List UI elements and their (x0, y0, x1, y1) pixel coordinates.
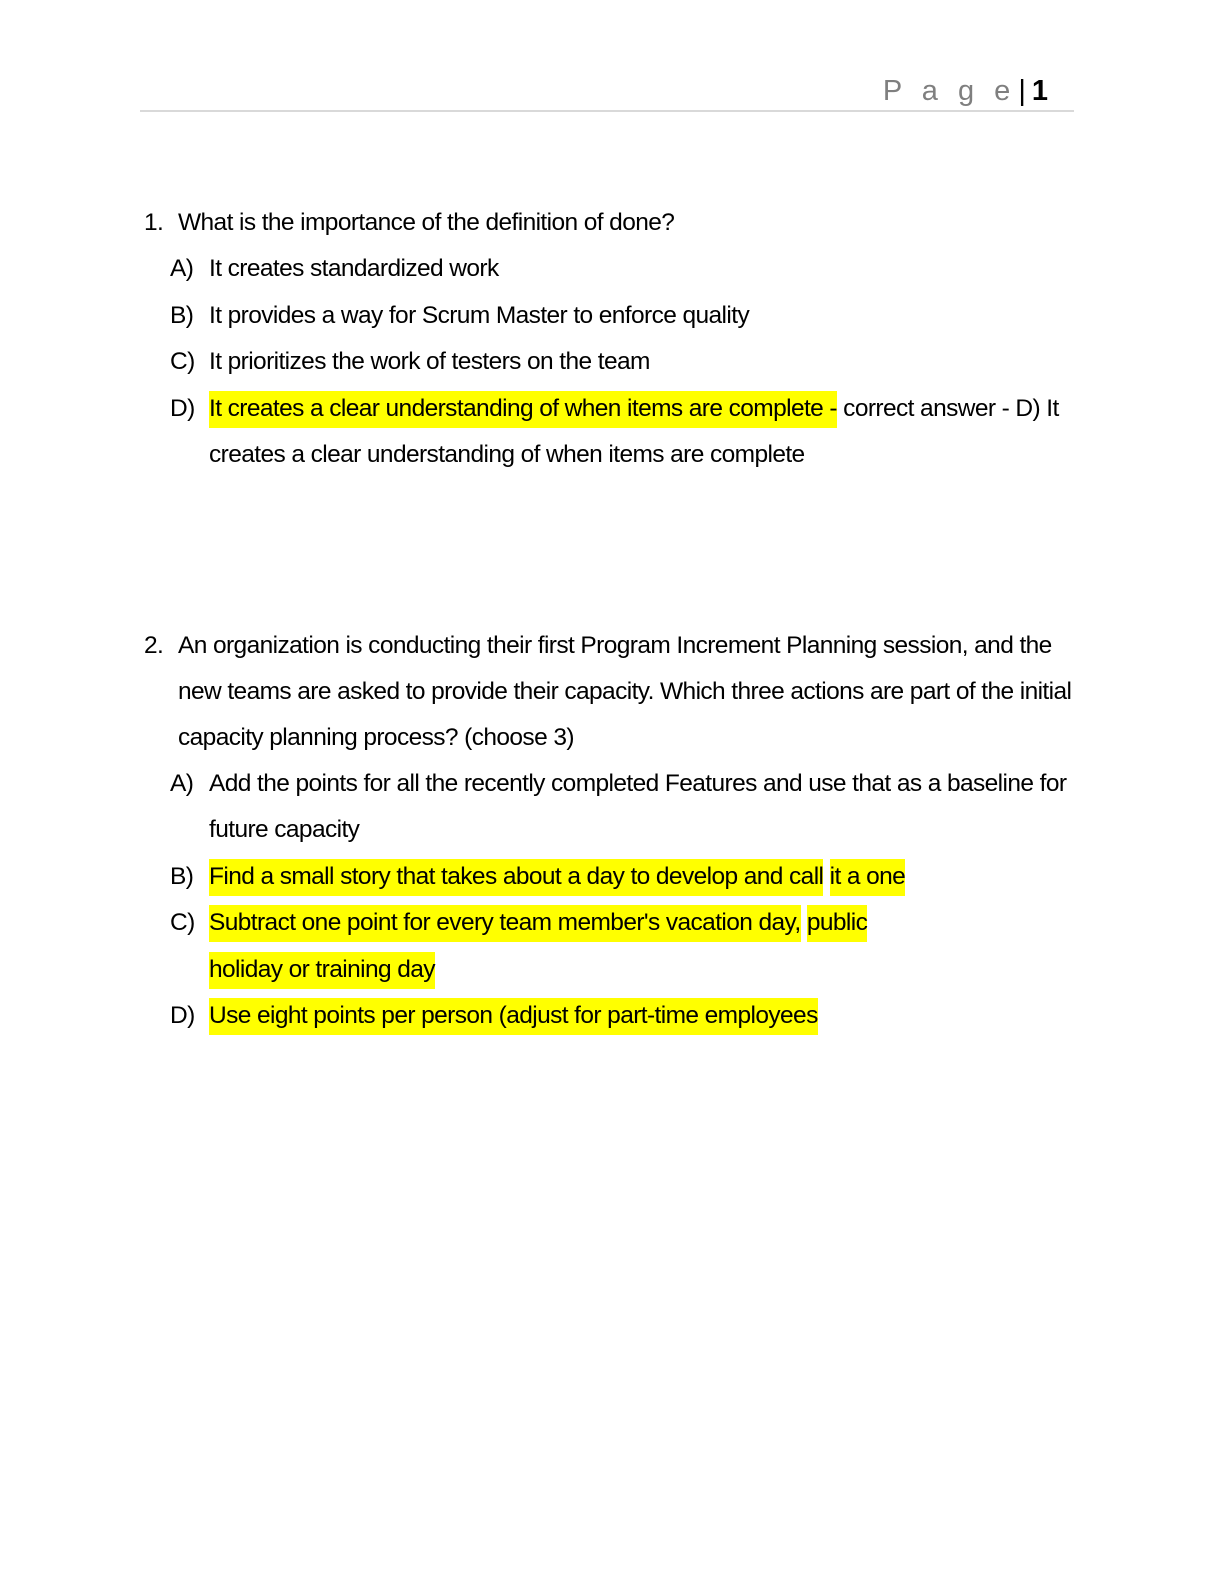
page-separator: | (1018, 75, 1026, 107)
page-number: 1 (1031, 75, 1048, 107)
highlighted-answer: Use eight points per person (adjust for part-time employees (209, 998, 818, 1035)
question-text: An organization is conducting their first Program Increment Planning session, and the new teams are asked to provide their capacity. Which three actions are part of the initial capacity planning process? (choose 3) (178, 631, 1072, 751)
option-c (140, 900, 1080, 993)
option-text: It prioritizes the work of testers on the team (209, 348, 650, 375)
option-text: Add the points for all the recently completed Features and use that as a baseline for future capacity (209, 769, 1067, 843)
option-b (140, 293, 1080, 340)
highlighted-answer: public (807, 905, 867, 942)
question-number: 2. (144, 631, 164, 659)
page-word: P a g e (882, 75, 1017, 107)
option-letter: C) (170, 909, 195, 936)
option-text: It provides a way for Scrum Master to enforce quality (209, 301, 750, 329)
highlighted-answer: holiday or training day (209, 952, 435, 989)
option-letter: D) (170, 1002, 195, 1029)
option-text: It creates standardized work (209, 255, 499, 282)
highlighted-answer: Subtract one point for every team member's vacation day, (209, 905, 801, 942)
highlighted-answer: Find a small story that takes about a day to develop and call (209, 859, 823, 896)
option-d (140, 386, 1080, 479)
option-a (140, 246, 1080, 293)
highlighted-answer: It creates a clear understanding of when items are complete - (209, 391, 837, 428)
question-text: What is the importance of the definition of done? (178, 209, 675, 236)
document-body (140, 200, 1080, 1040)
option-letter: B) (170, 301, 194, 329)
page-header (140, 72, 1074, 112)
answer-options (140, 761, 1080, 1040)
option-b (140, 854, 1080, 901)
option-c (140, 339, 1080, 386)
page-number-label (883, 72, 1048, 110)
option-a (140, 761, 1080, 854)
option-letter: D) (170, 394, 195, 422)
option-letter: A) (170, 769, 194, 797)
answer-note: correct answer - D) It creates a clear understanding of when items are complete (209, 394, 1059, 468)
option-letter: B) (170, 862, 194, 890)
highlighted-answer: it a one (830, 859, 906, 896)
option-letter: A) (170, 255, 194, 282)
question-1 (140, 200, 1080, 479)
option-d (140, 993, 1080, 1040)
question-number: 1. (144, 209, 164, 236)
option-letter: C) (170, 348, 195, 375)
answer-options (140, 246, 1080, 479)
question-2 (140, 623, 1080, 1040)
